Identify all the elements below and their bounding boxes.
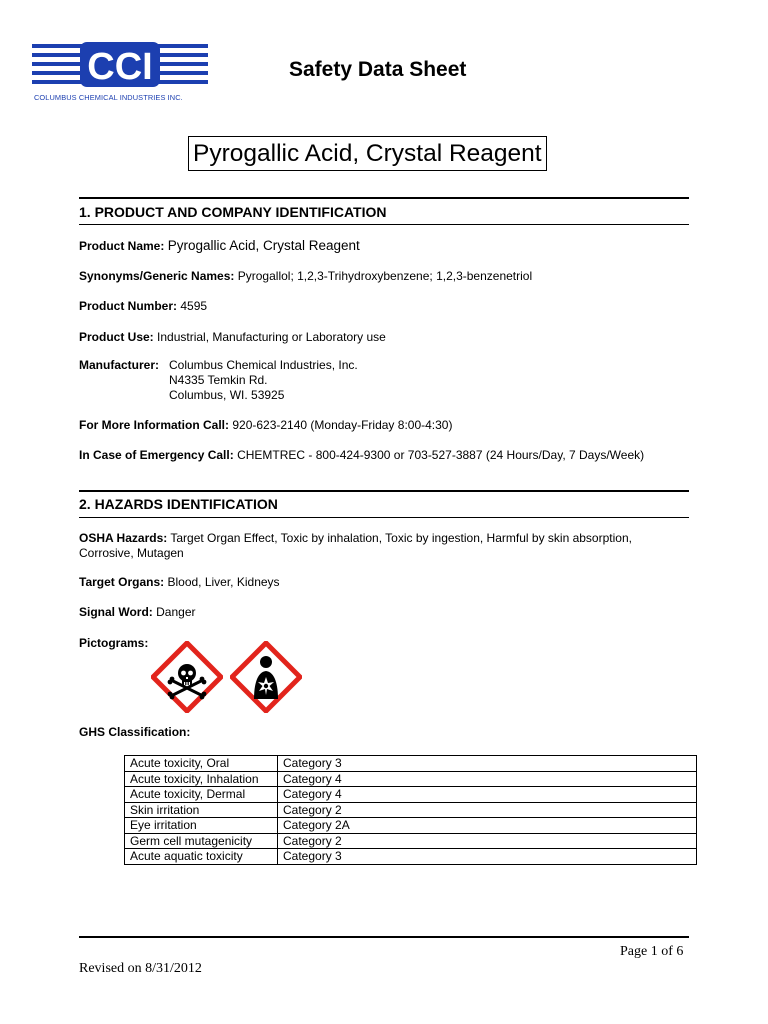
page-number: Page 1 of 6	[620, 944, 684, 959]
logo-text: CCI	[87, 46, 153, 88]
hazard-cell: Acute toxicity, Dermal	[125, 787, 278, 803]
product-name-value: Pyrogallic Acid, Crystal Reagent	[167, 238, 360, 253]
table-row	[125, 849, 697, 865]
ghs-classification-table	[124, 755, 697, 865]
hazard-cell: Eye irritation	[125, 818, 278, 834]
info-call-row	[79, 418, 452, 433]
product-number-row	[79, 299, 207, 314]
document-type-title: Safety Data Sheet	[289, 58, 467, 81]
manufacturer-line-3: Columbus, WI. 53925	[169, 388, 285, 402]
hazard-cell: Skin irritation	[125, 802, 278, 818]
target-organs-row	[79, 575, 280, 590]
ghs-classification-row	[79, 725, 190, 740]
footer-rule	[79, 936, 689, 938]
emergency-row	[79, 448, 644, 463]
category-cell: Category 4	[278, 787, 697, 803]
product-use-label: Product Use:	[79, 330, 154, 344]
product-number-label: Product Number:	[79, 299, 178, 313]
logo-subtext: COLUMBUS CHEMICAL INDUSTRIES INC.	[34, 93, 183, 102]
section1-bottom-rule	[79, 224, 689, 225]
signal-word-label: Signal Word:	[79, 605, 153, 619]
synonyms-row	[79, 269, 532, 284]
manufacturer-label: Manufacturer:	[79, 358, 160, 372]
signal-word-row	[79, 605, 195, 620]
category-cell: Category 2A	[278, 818, 697, 834]
hazard-cell: Acute aquatic toxicity	[125, 849, 278, 865]
product-use-row	[79, 330, 386, 345]
table-row	[125, 802, 697, 818]
table-row	[125, 771, 697, 787]
section2-heading: 2. HAZARDS IDENTIFICATION	[79, 496, 278, 512]
emergency-label: In Case of Emergency Call:	[79, 448, 234, 462]
section1-heading: 1. PRODUCT AND COMPANY IDENTIFICATION	[79, 204, 387, 220]
product-name-row	[79, 238, 360, 254]
synonyms-label: Synonyms/Generic Names:	[79, 269, 235, 283]
category-cell: Category 2	[278, 833, 697, 849]
synonyms-value: Pyrogallol; 1,2,3-Trihydroxybenzene; 1,2,3-benzenetriol	[237, 269, 533, 283]
table-row	[125, 787, 697, 803]
hazard-cell: Acute toxicity, Oral	[125, 756, 278, 772]
emergency-value: CHEMTREC - 800-424-9300 or 703-527-3887 (24 Hours/Day, 7 Days/Week)	[237, 448, 645, 462]
category-cell: Category 2	[278, 802, 697, 818]
signal-word-value: Danger	[156, 605, 196, 619]
info-call-label: For More Information Call:	[79, 418, 229, 432]
product-name-label: Product Name:	[79, 239, 165, 253]
category-cell: Category 3	[278, 756, 697, 772]
table-row	[125, 833, 697, 849]
manufacturer-line-1: Columbus Chemical Industries, Inc.	[169, 358, 358, 372]
manufacturer-row	[79, 358, 159, 373]
target-organs-value: Blood, Liver, Kidneys	[167, 575, 280, 589]
ghs-classification-label: GHS Classification:	[79, 725, 191, 739]
osha-hazards-row	[79, 531, 679, 561]
info-call-value: 920-623-2140 (Monday-Friday 8:00-4:30)	[232, 418, 453, 432]
table-row	[125, 818, 697, 834]
category-cell: Category 4	[278, 771, 697, 787]
section2-top-rule	[79, 490, 689, 492]
hazard-cell: Acute toxicity, Inhalation	[125, 771, 278, 787]
pictograms-label: Pictograms:	[79, 636, 149, 650]
section1-top-rule	[79, 197, 689, 199]
product-title: Pyrogallic Acid, Crystal Reagent	[188, 136, 547, 171]
osha-hazards-label: OSHA Hazards:	[79, 531, 168, 545]
manufacturer-line-2: N4335 Temkin Rd.	[169, 373, 268, 387]
hazard-cell: Germ cell mutagenicity	[125, 833, 278, 849]
skull-crossbones-icon	[151, 641, 223, 713]
product-number-value: 4595	[180, 299, 208, 313]
health-hazard-icon	[230, 641, 302, 713]
category-cell: Category 3	[278, 849, 697, 865]
pictograms-row	[79, 636, 148, 651]
product-use-value: Industrial, Manufacturing or Laboratory use	[157, 330, 386, 344]
section2-bottom-rule	[79, 517, 689, 518]
revision-date: Revised on 8/31/2012	[79, 961, 202, 976]
table-row	[125, 756, 697, 772]
target-organs-label: Target Organs:	[79, 575, 165, 589]
osha-hazards-value: Target Organ Effect, Toxic by inhalation, Toxic by ingestion, Harmful by skin absorption, Corrosive, Mutagen	[79, 531, 632, 560]
